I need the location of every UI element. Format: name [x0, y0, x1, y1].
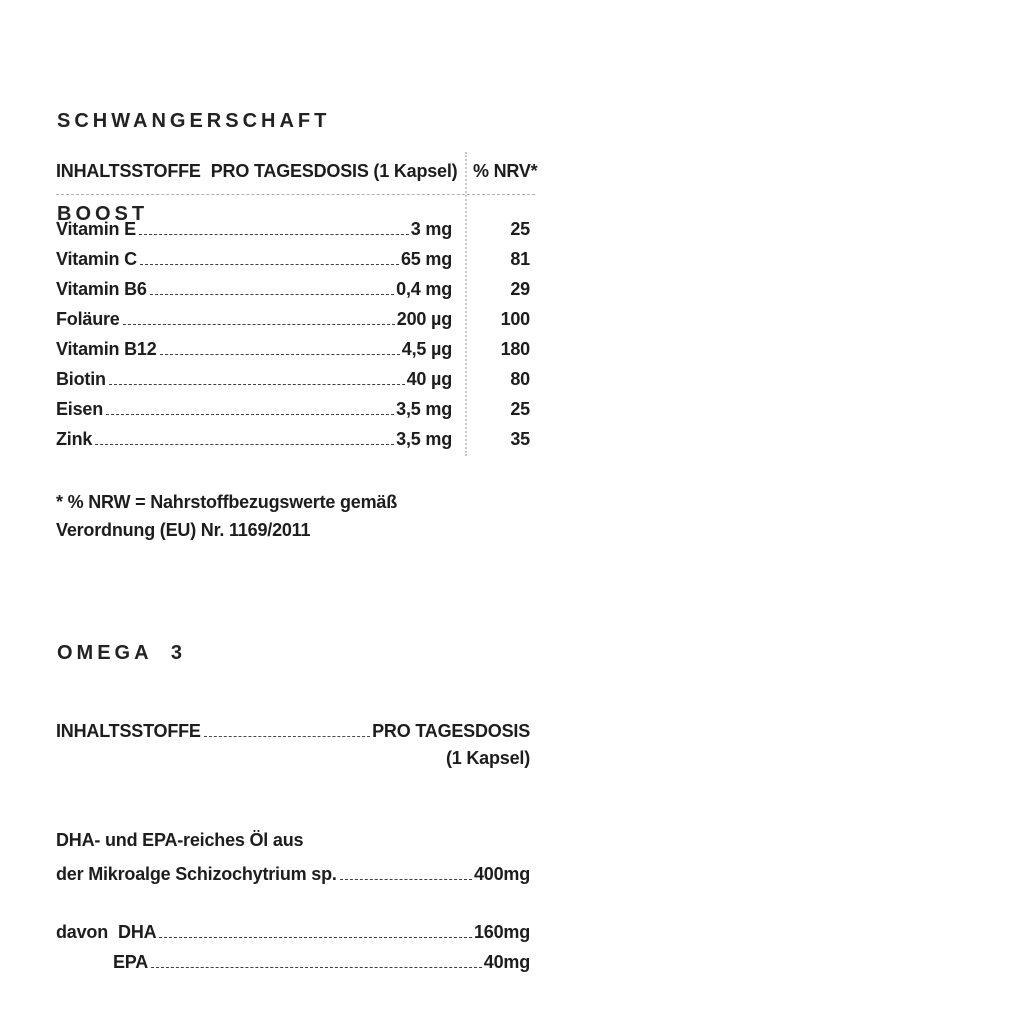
row-amount: 40mg	[483, 952, 530, 972]
row-nrv: 180	[500, 339, 530, 359]
row-label: Zink	[56, 429, 93, 449]
row-amount: 160mg	[473, 922, 530, 942]
nrv-footnote	[56, 488, 397, 544]
davon-prefix: davon	[56, 922, 109, 942]
ingredient-block-oil	[56, 825, 530, 885]
table-row	[56, 300, 535, 330]
row-amount: 4,5 µg	[401, 339, 452, 359]
row-label: Vitamin B6	[56, 279, 147, 299]
row-nrv: 29	[510, 279, 530, 299]
row-amount: 3,5 mg	[396, 429, 452, 449]
col-header-ingredients: INHALTSSTOFFE	[56, 721, 201, 741]
row-label: Biotin	[56, 369, 106, 389]
table-rows	[56, 210, 535, 450]
row-nrv: 35	[510, 429, 530, 449]
row-label: Eisen	[56, 399, 104, 419]
table-row	[56, 240, 535, 270]
table-header-row	[56, 712, 530, 742]
row-nrv: 81	[510, 249, 530, 269]
col-header-dose-unit: (1 Kapsel)	[445, 748, 530, 768]
table-row	[56, 420, 535, 450]
row-amount: 40 µg	[406, 369, 452, 389]
nutrition-table-boost	[56, 150, 538, 450]
table-row	[56, 270, 535, 300]
row-nrv: 25	[510, 399, 530, 419]
col-header-ingredients: INHALTSSTOFFE	[56, 161, 201, 181]
footnote-line-2: Verordnung (EU) Nr. 1169/2011	[56, 520, 311, 540]
table-row	[56, 210, 535, 240]
row-amount: 200 µg	[396, 309, 452, 329]
dotted-leader	[160, 354, 400, 355]
row-nrv: 80	[510, 369, 530, 389]
table-header-main	[56, 160, 458, 182]
col-header-dose: PRO TAGESDOSIS (1 Kapsel)	[210, 161, 458, 181]
row-amount: 3 mg	[410, 219, 452, 239]
header-dotted-leader	[204, 736, 370, 737]
dotted-leader	[340, 879, 472, 880]
table-row	[56, 913, 530, 943]
table-header-row	[56, 150, 538, 182]
table-row	[56, 390, 535, 420]
col-header-dose: PRO TAGESDOSIS	[372, 721, 530, 741]
dotted-leader	[95, 444, 394, 445]
oil-label-line-2: der Mikroalge Schizochytrium sp.	[56, 864, 337, 884]
footnote-line-1: * % NRW = Nahrstoffbezugswerte gemäß	[56, 492, 398, 512]
table-row	[56, 330, 535, 360]
row-label: Vitamin C	[56, 249, 137, 269]
column-separator-line	[465, 152, 467, 456]
title-line-1: SCHWANGERSCHAFT	[57, 110, 331, 132]
dha-label: DHA	[118, 922, 157, 942]
table-row	[56, 855, 530, 885]
dotted-leader	[151, 967, 482, 968]
row-nrv: 100	[500, 309, 530, 329]
ingredient-block-davon	[56, 913, 530, 973]
row-label: Vitamin E	[56, 219, 136, 239]
table-row	[56, 943, 530, 973]
dotted-leader	[150, 294, 394, 295]
row-label: Vitamin B12	[56, 339, 157, 359]
dotted-leader	[159, 937, 472, 938]
col-header-nrv: % NRV*	[473, 161, 538, 181]
epa-label: EPA	[113, 952, 149, 972]
nutrition-table-omega3	[56, 712, 530, 973]
row-nrv: 25	[510, 219, 530, 239]
dotted-leader	[140, 264, 399, 265]
dotted-leader	[109, 384, 405, 385]
row-amount: 0,4 mg	[396, 279, 452, 299]
title-line-2: BOOST	[57, 203, 149, 225]
header-rule-line	[56, 194, 535, 195]
table-row	[56, 360, 535, 390]
dotted-leader	[139, 234, 409, 235]
oil-label-line-1: DHA- und EPA-reiches Öl aus	[56, 830, 304, 850]
row-amount: 65 mg	[400, 249, 452, 269]
product-title-omega-3: OMEGA 3	[57, 642, 187, 664]
row-amount: 3,5 mg	[396, 399, 452, 419]
dotted-leader	[106, 414, 394, 415]
dotted-leader	[123, 324, 395, 325]
row-label: Foläure	[56, 309, 120, 329]
row-amount: 400mg	[473, 864, 530, 884]
